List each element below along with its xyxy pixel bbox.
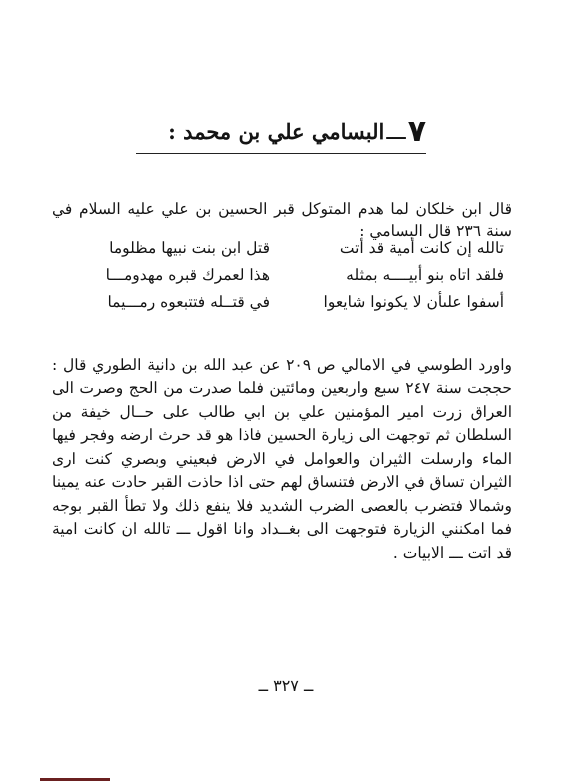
verse-second-hemistich: قتل ابن بنت نبيها مظلوما xyxy=(109,239,270,257)
section-heading xyxy=(136,115,426,149)
verse-first-hemistich: تالله إن كانت أمية قد أتت xyxy=(339,239,504,257)
verse-second-hemistich: في قتــله فتتبعوه رمـــيما xyxy=(107,293,270,311)
section-title: البسامي علي بن محمد : xyxy=(168,119,385,144)
verse-first-hemistich: أسفوا علىأن لا يكونوا شايعوا xyxy=(323,293,504,311)
poem xyxy=(60,235,504,316)
poem-verse xyxy=(60,262,504,289)
page-number: ــ ٣٢٧ ــ xyxy=(258,676,314,695)
poem-verse xyxy=(60,289,504,316)
section-number: ٧ xyxy=(407,114,426,149)
verse-first-hemistich: فلقد اتاه بنو أبيــــه بمثله xyxy=(346,266,504,284)
heading-underline xyxy=(136,153,426,154)
body-paragraph: واورد الطوسي في الامالي ص ٢٠٩ عن عبد الله بن دانية الطوري قال : حججت سنة ٢٤٧ سبع واربعين ومائتين فلما صدرت من الحج وصرت الى العراق زرت امير المؤمنين علي بن ابي طالب على حــال خيفة من السلطان ثم توجهت الى زيارة الحسين فاذا هو قد حرث ارضه وفجر فيها الماء وارسلت الثيران والعوامل في الارض فبعيني وبصري كنت ارى الثيران تساق في الارض فتنساق لهم حتى اذا حاذت القبر حادت عنه يمينا وشمالا فتضرب بالعصى الضرب الشديد فلا ينفع ذلك ولا تطأ القبر بوجه فما امكنني الزيارة فتوجهت الى بغــداد وانا اقول ـــ تالله ان كانت امية قد اتت ـــ الابيات . xyxy=(52,355,512,562)
scan-edge-mark xyxy=(40,778,110,781)
verse-second-hemistich: هذا لعمرك قبره مهدومـــا xyxy=(105,266,270,284)
poem-verse xyxy=(60,235,504,262)
heading-dash: ـــ xyxy=(386,119,406,145)
intro-paragraph: قال ابن خلكان لما هدم المتوكل قبر الحسين بن علي عليه السلام في سنة ٢٣٦ قال البسامي : xyxy=(52,199,512,240)
